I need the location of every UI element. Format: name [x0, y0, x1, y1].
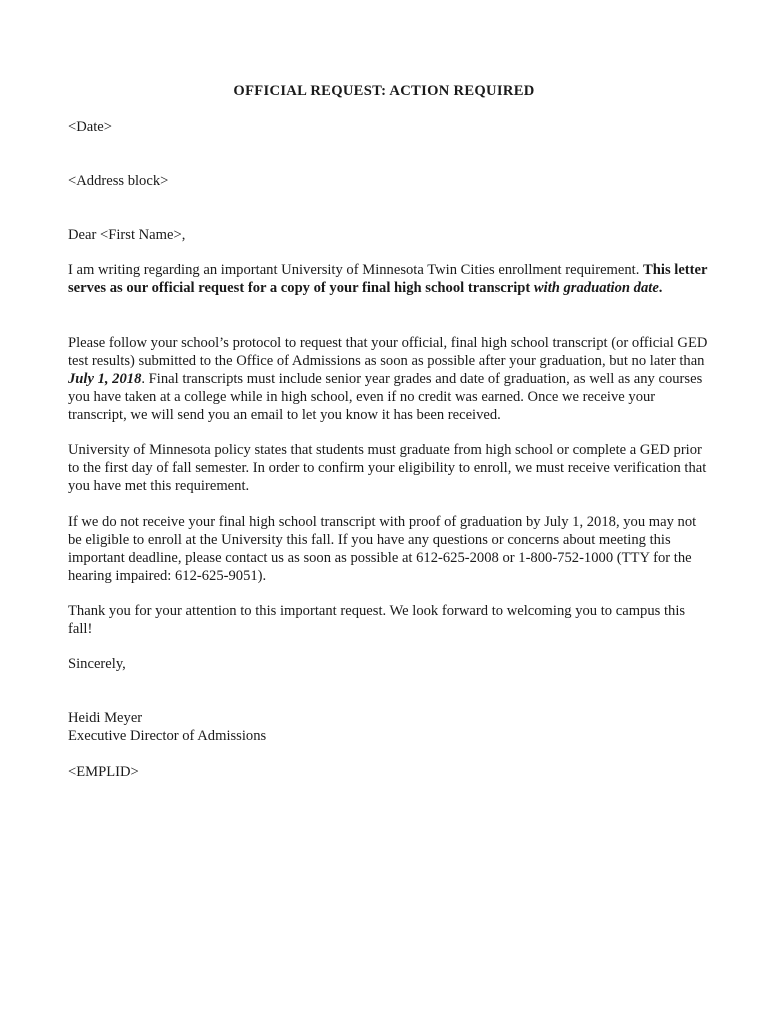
salutation: Dear <First Name>, [68, 227, 186, 243]
signer-name: Heidi Meyer [68, 710, 143, 726]
paragraph-request-bold: This letter serves as our official request for a copy of your final high school transcript [68, 262, 708, 296]
paragraph-request [68, 261, 708, 297]
paragraph-request-text: I am writing regarding an important University of Minnesota Twin Cities enrollment requirement. [68, 262, 644, 278]
paragraph-instructions-text-b: . Final transcripts must include senior year grades and date of graduation, as well as any courses you have taken at a college while in high school, even if no credit was earned. Once we receive your transcript, we will send you an email to let you know it has been received. [68, 371, 703, 423]
paragraph-instructions [68, 334, 708, 424]
deadline-date: July 1, 2018 [68, 371, 142, 387]
paragraph-policy: University of Minnesota policy states that students must graduate from high school or complete a GED prior to the first day of fall semester. In order to confirm your eligibility to enroll, we must receive verification that you have met this requirement. [68, 442, 707, 494]
paragraph-request-bold-italic: with graduation date [533, 280, 659, 296]
emplid-placeholder: <EMPLID> [68, 764, 139, 780]
paragraph-contact: If we do not receive your final high school transcript with proof of graduation by July 1, 2018, you may not be eligible to enroll at the University this fall. If you have any questions or concerns about meeting this important deadline, please contact us as soon as possible at 612-625-2008 or 1-800-752-1000 (TTY for the hearing impaired: 612-625-9051). [68, 514, 697, 584]
closing: Sincerely, [68, 656, 126, 672]
letter-title: OFFICIAL REQUEST: ACTION REQUIRED [233, 83, 535, 99]
paragraph-request-bold-end: . [658, 280, 663, 296]
paragraph-thanks: Thank you for your attention to this important request. We look forward to welcoming you to campus this fall! [68, 603, 686, 637]
date-placeholder: <Date> [68, 119, 113, 135]
paragraph-instructions-text-a: Please follow your school’s protocol to request that your official, final high school transcript (or official GED test results) submitted to the Office of Admissions as soon as possible after your graduation, but no later than [68, 335, 708, 369]
address-block-placeholder: <Address block> [68, 173, 169, 189]
signer-title: Executive Director of Admissions [68, 728, 267, 744]
